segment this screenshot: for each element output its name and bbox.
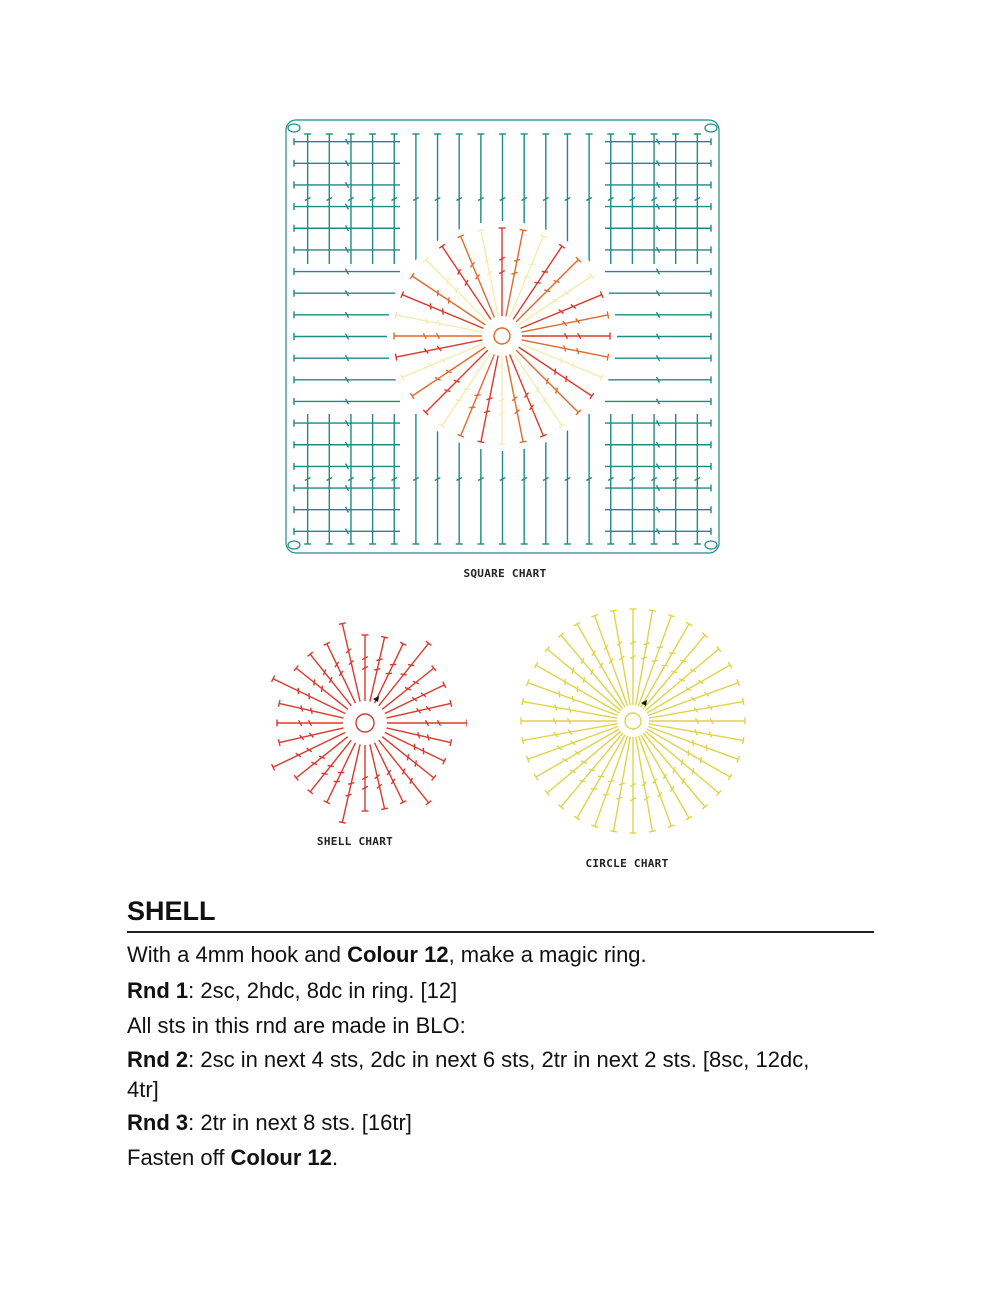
corner-chain-loop [705,124,717,132]
square-stitch-bottom [694,414,701,544]
instruction-round-1: Rnd 1: 2sc, 2hdc, 8dc in ring. [12] [127,978,458,1003]
circle-chart [515,603,755,843]
shell-stitch [387,720,467,727]
circle-stitch [636,610,656,705]
square-stitch-left [294,246,400,253]
circle-stitch [610,610,630,705]
square-stitch-top [607,134,614,264]
shell-stitch [386,728,451,746]
square-stitch-right [605,268,711,275]
square-stitch-right [605,376,711,383]
square-stitch-left [294,268,400,275]
square-stitch-right [605,181,711,188]
square-stitch-right [605,441,711,448]
instruction-fasten-off: Fasten off Colour 12. [127,1145,339,1170]
square-stitch-left [294,160,400,167]
square-stitch-top [629,134,636,264]
shell-stitch [278,700,343,718]
circle-stitch [636,737,656,832]
square-stitch-left [294,420,400,427]
square-stitch-right [605,225,711,232]
shell-stitch [370,744,388,809]
square-stitch-bottom [347,414,354,544]
circle-stitch [630,737,637,833]
square-stitch-bottom [304,414,311,544]
square-stitch-left [294,225,400,232]
square-stitch-top [326,134,333,264]
square-stitch-bottom [607,414,614,544]
square-stitch-left [294,506,400,513]
square-stitch-bottom [564,414,571,544]
shell-stitch [278,728,343,746]
square-stitch-right [605,420,711,427]
square-stitch-right [605,528,711,535]
square-stitch-left [294,181,400,188]
circle-stitch [649,698,744,718]
square-stitch-bottom [586,414,593,544]
square-stitch-right [605,246,711,253]
square-stitch-bottom [651,414,658,544]
instruction-note-blo: All sts in this rnd are made in BLO: [127,1013,466,1038]
square-stitch-bottom [412,414,419,544]
circle-stitch [522,698,617,718]
square-stitch-right [605,333,711,340]
square-stitch-left [294,290,400,297]
square-stitch-left [294,463,400,470]
square-stitch-bottom [672,414,679,544]
square-stitch-bottom [629,414,636,544]
circle-stitch [522,724,617,744]
square-stitch-left [294,203,400,210]
shell-stitch [370,636,388,701]
square-stitch-right [605,506,711,513]
square-stitch-top [412,134,419,264]
square-stitch-right [605,355,711,362]
square-stitch-bottom [391,414,398,544]
square-stitch-top [672,134,679,264]
square-stitch-right [605,160,711,167]
square-stitch-right [605,290,711,297]
square-stitch-top [651,134,658,264]
square-stitch-top [391,134,398,264]
shell-stitch [272,733,346,771]
square-stitch-right [605,398,711,405]
square-stitch-left [294,485,400,492]
square-chart [280,114,725,559]
circle-stitch [521,718,617,725]
circle-stitch [610,737,630,832]
square-stitch-right [605,463,711,470]
square-stitch-right [605,203,711,210]
square-stitch-left [294,355,400,362]
section-heading: SHELL [127,896,216,926]
square-stitch-right [605,311,711,318]
square-stitch-bottom [326,414,333,544]
shell-stitch [277,720,343,727]
shell-stitch [272,676,346,714]
square-stitch-top [586,134,593,264]
circle-chart-caption: CIRCLE CHART [585,857,669,870]
corner-chain-loop [705,541,717,549]
magic-ring-icon [625,713,641,729]
shell-stitch [362,745,369,811]
square-stitch-left [294,398,400,405]
square-stitch-left [294,441,400,448]
square-stitch-left [294,138,400,145]
section-divider [127,931,874,933]
circle-stitch [630,609,637,705]
square-stitch-left [294,311,400,318]
square-stitch-top [694,134,701,264]
square-stitch-left [294,528,400,535]
square-stitch-bottom [369,414,376,544]
square-stitch-right [605,485,711,492]
circle-stitch [649,724,744,744]
square-stitch-top [369,134,376,264]
instruction-round-2: Rnd 2: 2sc in next 4 sts, 2dc in next 6 sts, 2tr in next 2 sts. [8sc, 12dc, 4tr] [127,1047,810,1102]
instruction-round-3: Rnd 3: 2tr in next 8 sts. [16tr] [127,1110,412,1135]
square-stitch-left [294,333,400,340]
shell-stitch [386,700,451,718]
corner-chain-loop [288,541,300,549]
square-stitch-top [347,134,354,264]
shell-chart-caption: SHELL CHART [316,835,394,848]
square-stitch-right [605,138,711,145]
square-chart-caption: SQUARE CHART [463,567,547,580]
square-stitch-bottom [434,414,441,544]
corner-chain-loop [288,124,300,132]
instruction-line-1: With a 4mm hook and Colour 12, make a magic ring. [127,942,647,967]
magic-ring-icon [356,714,374,732]
shell-stitch [362,635,369,701]
square-stitch-left [294,376,400,383]
square-stitch-top [304,134,311,264]
circle-stitch [649,718,745,725]
shell-chart [245,603,467,825]
